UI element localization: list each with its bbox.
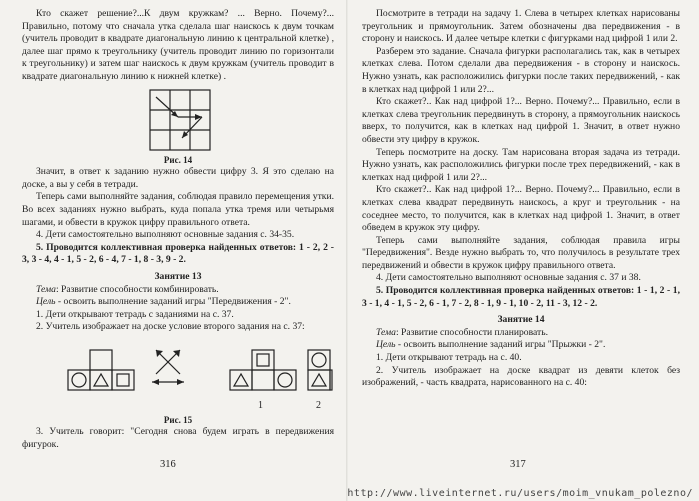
figure-15-option-1-label: 1 bbox=[258, 399, 263, 411]
figure-15-caption: Рис. 15 bbox=[163, 414, 193, 425]
page-number-right: 317 bbox=[510, 459, 526, 470]
right-paragraph-4: Теперь посмотрите на доску. Там нарисована вторая задача из тетради. Нужно узнать, как расположились фигурки после трех передвижений, - как в клетках над цифрой 1 или 2?... bbox=[362, 146, 680, 183]
left-answers: 5. Проводится коллективная проверка найденных ответов: 1 - 2, 2 - 3, 3 - 4, 4 - 1, 5 - 2, 6 - 4, 7 - 1, 8 - 3, 9 - 2. bbox=[22, 241, 334, 266]
lesson-14-goal bbox=[362, 339, 680, 352]
figure-14-grid bbox=[22, 88, 334, 154]
left-page bbox=[22, 8, 334, 483]
lesson-14-title: Занятие 14 bbox=[497, 314, 545, 326]
book-gutter bbox=[346, 0, 348, 501]
lesson-13-topic bbox=[22, 284, 334, 297]
source-url-watermark: http://www.liveinternet.ru/users/moim_vnukam_polezno/ bbox=[347, 488, 693, 499]
left-paragraph-1: Кто скажет решение?...К двум кружкам? ... Верно. Почему?... Правильно, потому что сначала утка сделала шаг наискось к двум точкам (учитель проводит в квадрате диагональную линию к центральной клетке) , далее шаг прямо к треугольнику (учитель проводит линию по горизонтали к треугольнику) и затем шаг наискось к двум кружкам (учитель проводит в квадрате диагональную линию к нижней клетке) . bbox=[22, 8, 334, 82]
right-paragraph-1: Посмотрите в тетради на задачу 1. Слева в четырех клетках нарисованы треугольник и прямоугольник. Затем обозначены два передвижения - в сторону и наискось. И далее четыре клетки с фигурками над цифрой 1 или 2. bbox=[362, 8, 680, 45]
goal-text: - освоить выполнение заданий игры "Прыжки - 2". bbox=[395, 339, 606, 351]
goal-label: Цель bbox=[376, 339, 396, 351]
figure-15-option-2-label: 2 bbox=[316, 399, 321, 411]
right-page bbox=[362, 8, 680, 483]
goal-label: Цель bbox=[36, 296, 56, 308]
left-paragraph-6: 1. Дети открывают тетрадь с заданиями на с. 37. bbox=[36, 308, 234, 320]
left-paragraph-4: 4. Дети самостоятельно выполняют основные задания с. 34-35. bbox=[36, 229, 295, 241]
right-paragraph-6: Теперь сами выполняйте задания, соблюдая правила игры "Передвижения". Везде нужно выбрать то, что получилось в результате трех передвижений и обвести в кружок цифру правильного ответа. bbox=[362, 234, 680, 271]
lesson-13-title: Занятие 13 bbox=[154, 270, 202, 282]
figure-14-caption: Рис. 14 bbox=[163, 154, 193, 165]
goal-text: - освоить выполнение заданий игры "Передвижения - 2". bbox=[55, 296, 291, 308]
right-paragraph-7: 4. Дети самостоятельно выполняют основные задания с. 37 и 38. bbox=[376, 272, 641, 284]
left-paragraph-7: 2. Учитель изображает на доске условие второго задания на с. 37: bbox=[36, 321, 305, 333]
figure-14 bbox=[22, 88, 334, 154]
right-paragraph-9: 1. Дети открывают тетрадь на с. 40. bbox=[376, 352, 522, 364]
left-paragraph-8: 3. Учитель говорит: "Сегодня снова будем играть в передвижения фигурок. bbox=[22, 426, 334, 451]
figure-15 bbox=[22, 336, 334, 414]
right-paragraph-3: Кто скажет?.. Как над цифрой 1?... Верно. Почему?... Правильно, если в клетках слева треугольник передвинуть в сторону, а прямоугольник наискось вверх, то получится, как в клетках над цифрой 1. Значит, в ответ нужно обвести эту цифру в кружок. bbox=[362, 96, 680, 145]
page-number-left: 316 bbox=[160, 459, 176, 470]
topic-label: Тема bbox=[376, 326, 396, 338]
lesson-13-goal bbox=[22, 296, 334, 309]
left-paragraph-2: Значит, в ответ к заданию нужно обвести цифру 3. Я это сделаю на доске, а вы у себя в тетради. bbox=[22, 166, 334, 190]
right-paragraph-5: Кто скажет?.. Как над цифрой 1?... Верно. Почему?... Правильно, если в клетках слева квадрат передвинуть наискось, а круг и треугольник - на соседнее место, то получится, как в клетках над цифрой 1. Значит, в ответ обведем в кружок эту цифру. bbox=[362, 184, 680, 234]
right-paragraph-2: Разберем это задание. Сначала фигурки располагались так, как в четырех клетках слева. Потом сделали два передвижения - в сторону и наискось. Нужно узнать, как расположились фигурки после таких передвижений, - как в клетках над цифрой 1 или 2?... bbox=[362, 45, 680, 95]
right-paragraph-10: 2. Учитель изображает на доске квадрат из девяти клеток без изображений, - часть квадрата, нарисованного на с. 40: bbox=[362, 364, 680, 389]
lesson-14-topic bbox=[362, 327, 680, 340]
topic-text: : Развитие способности планировать. bbox=[395, 326, 548, 338]
topic-text: : Развитие способности комбинировать. bbox=[55, 283, 219, 295]
figure-15-diagram bbox=[22, 336, 334, 400]
topic-label: Тема bbox=[36, 283, 56, 295]
left-paragraph-3: Теперь сами выполняйте задания, соблюдая правило перемещения утки. Во всех заданиях нужно выбрать, куда попала утка тремя или четырьмя шагами, и обвести в кружок цифру правильного ответа. bbox=[22, 191, 334, 228]
right-answers: 5. Проводится коллективная проверка найденных ответов: 1 - 1, 2 - 1, 3 - 1, 4 - 1, 5 - 2, 6 - 1, 7 - 2, 8 - 1, 9 - 1, 10 - 2, 11 - 3, 12 - 2. bbox=[362, 285, 680, 309]
